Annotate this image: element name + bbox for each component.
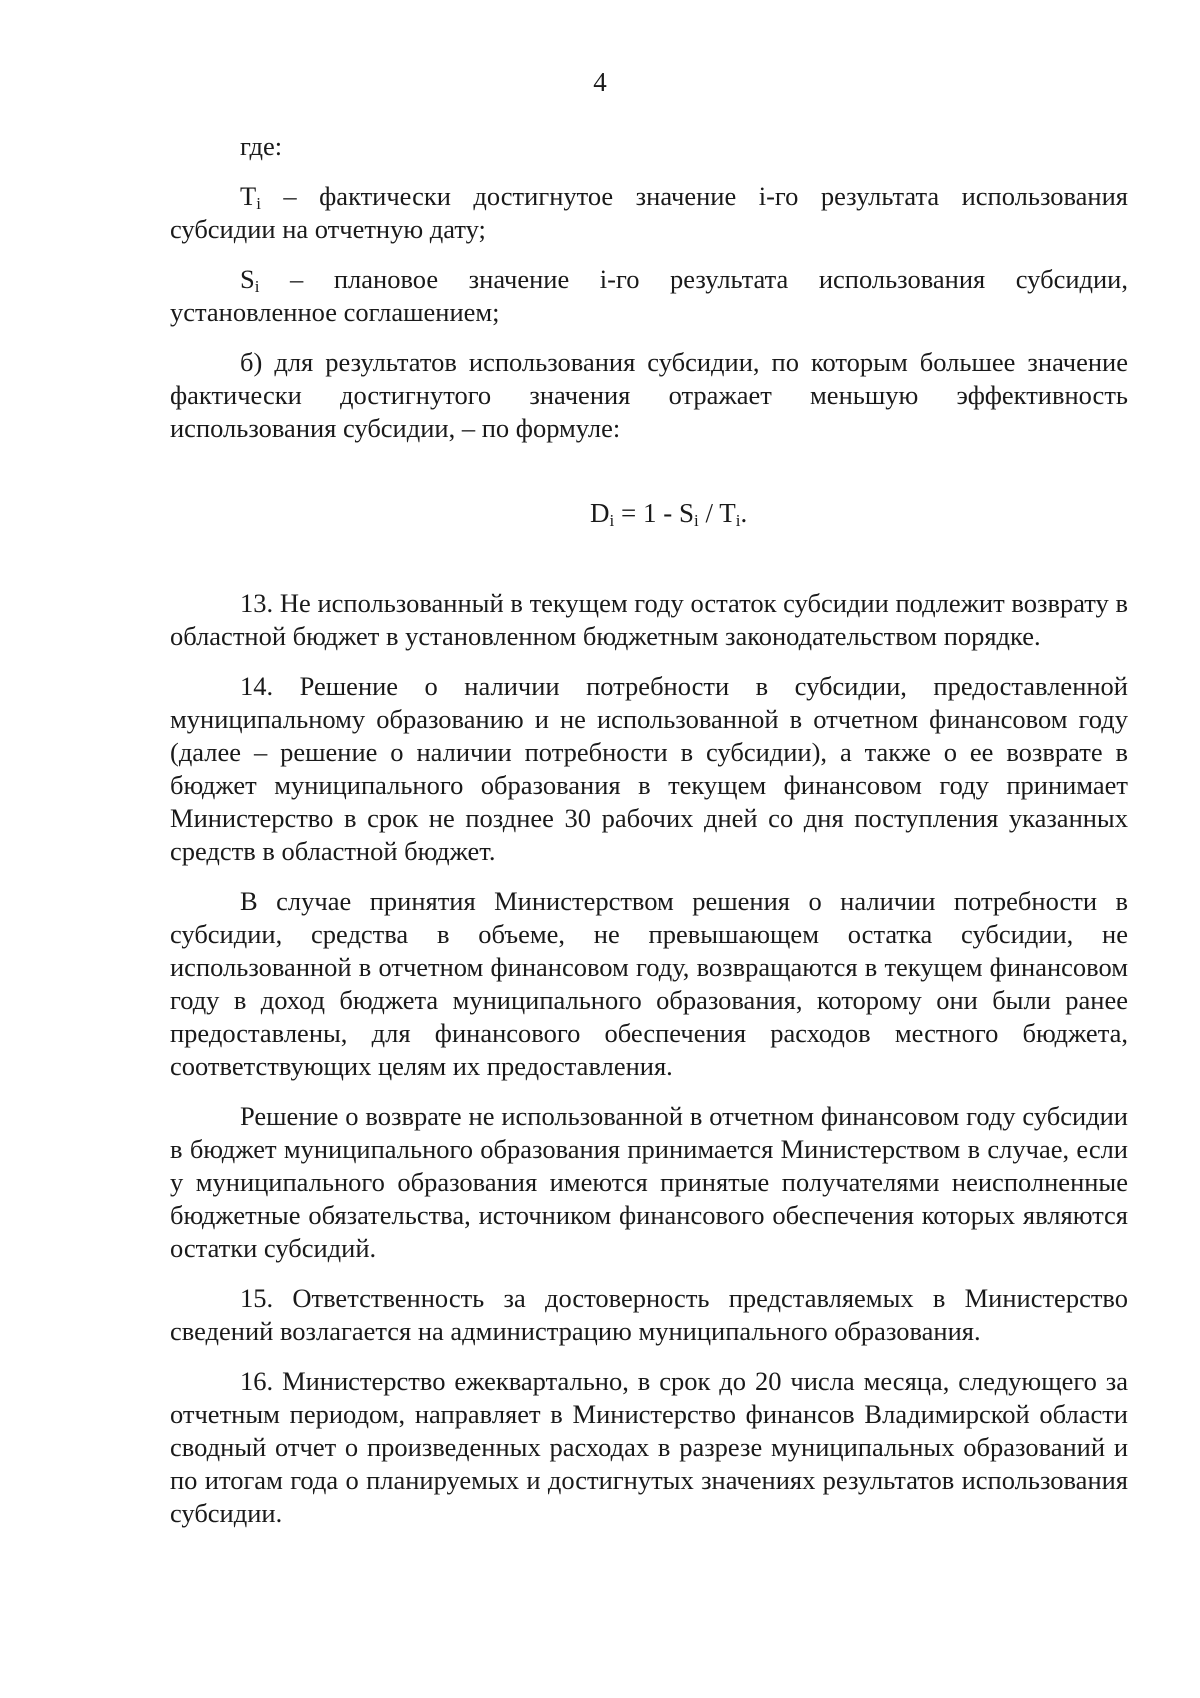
intro-line: где: xyxy=(240,131,283,161)
definition-s-text: – плановое значение i-го результата использования субсидии, установленное соглашением; xyxy=(170,264,1128,327)
definition-s xyxy=(170,263,1128,329)
definition-s-subscript: i xyxy=(254,277,260,296)
formula xyxy=(170,497,1128,530)
definition-t-text: – фактически достигнутое значение i-го результата использования субсидии на отчетную дату; xyxy=(170,181,1128,244)
paragraph-14-continued: В случае принятия Министерством решения о наличии потребности в субсидии, средства в объеме, не превышающем остатка субсидии, не использованной в отчетном финансовом году, возвращаются в текущем финансовом году в доход бюджета муниципального образования, которому они были ранее предоставлены, для финансового обеспечения расходов местного бюджета, соответствующих целям их предоставления. xyxy=(170,886,1128,1081)
paragraph-15: 15. Ответственность за достоверность представляемых в Министерство сведений возлагается на администрацию муниципального образования. xyxy=(170,1283,1128,1346)
item-b: б) для результатов использования субсидии, по которым большее значение фактически достигнутого значения отражает меньшую эффективность использования субсидии, – по формуле: xyxy=(170,347,1128,443)
formula-div: / T xyxy=(698,498,736,528)
paragraph-13: 13. Не использованный в текущем году остаток субсидии подлежит возврату в областной бюджет в установленном бюджетным законодательством порядке. xyxy=(170,588,1128,651)
definition-s-symbol: S xyxy=(240,264,255,294)
formula-lhs-subscript: i xyxy=(609,511,615,530)
formula-mid-subscript: i xyxy=(693,511,699,530)
formula-mid: = 1 - S xyxy=(614,498,694,528)
paragraph-14-return-decision: Решение о возврате не использованной в отчетном финансовом году субсидии в бюджет муниципального образования принимается Министерством в случае, если у муниципального образования имеются принятые получателями неисполненные бюджетные обязательства, источником финансового обеспечения которых являются остатки субсидий. xyxy=(170,1101,1128,1263)
definition-t-subscript: i xyxy=(256,194,261,213)
formula-end: . xyxy=(740,498,748,528)
page-number: 4 xyxy=(593,67,607,97)
paragraph-16: 16. Министерство ежеквартально, в срок до 20 числа месяца, следующего за отчетным периодом, направляет в Министерство финансов Владимирской области сводный отчет о произведенных расходах в разрезе муниципальных образований и по итогам года о планируемых и достигнутых значениях результатов использования субсидии. xyxy=(170,1366,1128,1528)
formula-div-subscript: i xyxy=(735,511,741,530)
definition-t-symbol: T xyxy=(240,181,257,211)
formula-lhs: D xyxy=(590,498,610,528)
definition-t xyxy=(170,180,1128,246)
paragraph-14: 14. Решение о наличии потребности в субсидии, предоставленной муниципальному образованию и не использованной в отчетном финансовом году (далее – решение о наличии потребности в субсидии), а также о ее возврате в бюджет муниципального образования в текущем финансовом году принимает Министерство в срок не позднее 30 рабочих дней со дня поступления указанных средств в областной бюджет. xyxy=(170,671,1128,866)
document-body xyxy=(170,130,1128,1530)
